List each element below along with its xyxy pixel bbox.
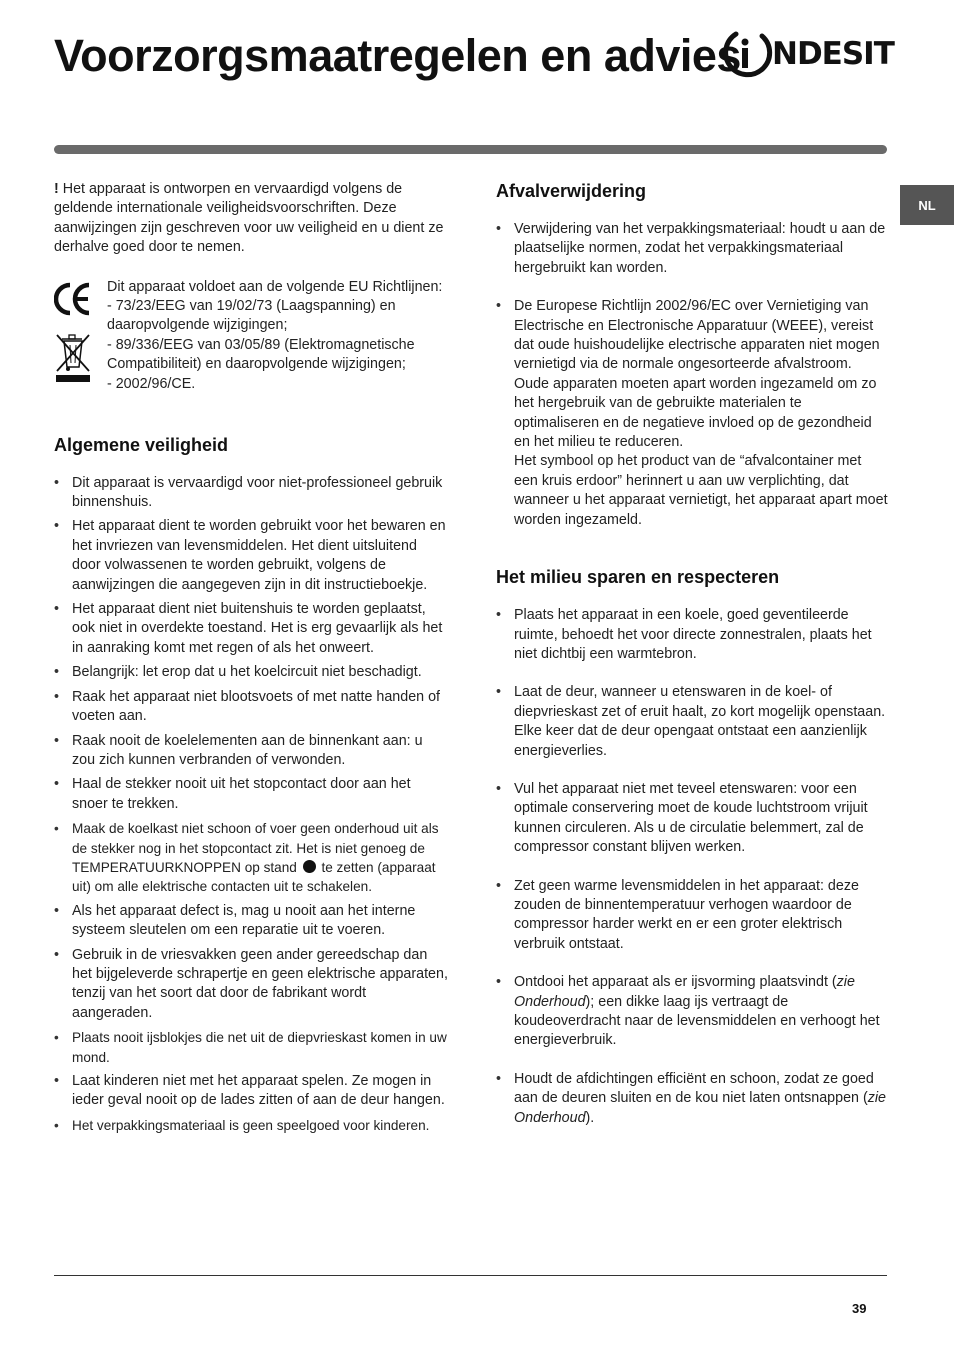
brand-wordmark: NDESIT: [772, 36, 894, 72]
safety-list: [54, 474, 449, 1136]
eu-directive-weee: - 2002/96/CE.: [107, 375, 196, 392]
waste-list: [496, 220, 888, 530]
weee-symbol-paragraph: Het symbool op het product van de “afvalcontainer met een kruis erdoor” herinnert u aan uw verplichting, dat wanneer u het apparaat vernietigt, het apparaat apart moet worden ingezameld.: [514, 453, 888, 528]
seals-text-before: Houdt de afdichtingen efficiënt en schoon, zodat ze goed aan de deuren sluiten en de kou niet laten ontsnappen (: [514, 1070, 874, 1107]
left-column: [54, 180, 449, 1140]
list-item: [496, 683, 888, 761]
list-item: [496, 297, 888, 530]
list-item: • Haal de stekker nooit uit het stopcontact door aan het snoer te trekken.: [54, 775, 449, 814]
list-item: [54, 819, 449, 897]
eu-directives: [54, 278, 449, 398]
list-item: [496, 1070, 888, 1128]
list-item: [496, 973, 888, 1051]
crossed-out-wheelie-bin-icon: [54, 331, 92, 383]
list-item: • Vul het apparaat niet met teveel etenswaren: voor een optimale conservering moet de koude luchtstroom vrijuit kunnen circuleren. Als u de circulatie belemmert, zal de compressor constant blijven werken.: [496, 780, 888, 858]
eu-directive-low-voltage: - 73/23/EEG van 19/02/73 (Laagspanning) en daaropvolgende wijzigingen;: [107, 298, 396, 334]
list-item: • Het apparaat dient te worden gebruikt voor het bewaren en het invriezen van levensmiddelen. Het dient uitsluitend door volwassenen te worden gebruikt, volgens de aanwijzingen die aangegeven zijn in dit instructieboekje.: [54, 517, 449, 595]
eu-icons: [54, 278, 94, 383]
ce-mark-icon: [54, 281, 92, 317]
page-title: Voorzorgsmaatregelen en advies: [54, 30, 741, 81]
list-item: • Raak het apparaat niet blootsvoets of met natte handen of voeten aan.: [54, 688, 449, 727]
header-divider: [54, 145, 887, 154]
list-item: • Als het apparaat defect is, mag u nooit aan het interne systeem sleutelen om een reparatie uit te voeren.: [54, 902, 449, 941]
intro-text: Het apparaat is ontworpen en vervaardigd volgens de geldende internationale veiligheidsvoorschriften. Deze aanwijzingen zijn geschreven voor uw veiligheid en u dient ze derhalve goed door te nemen.: [54, 181, 444, 256]
safety-heading: Algemene veiligheid: [54, 434, 229, 455]
defrost-text-after: ); een dikke laag ijs vertraagt de koudeoverdracht naar de levensmiddelen en verhoogt het energieverbruik.: [514, 993, 880, 1049]
maintenance-reference: zie Onderhoud: [514, 1090, 887, 1126]
list-item: • Het verpakkingsmateriaal is geen speelgoed voor kinderen.: [54, 1116, 449, 1135]
indesit-logo-mark-icon: [722, 30, 774, 82]
list-item: • Verwijdering van het verpakkingsmateriaal: houdt u aan de plaatselijke normen, zodat het verpakkingsmateriaal hergebruikt kan worden.: [496, 220, 888, 278]
environment-list: [496, 606, 888, 1128]
defrost-text-before: Ontdooi het apparaat als er ijsvorming plaatsvindt (: [514, 974, 837, 991]
knob-warning-after: te zetten (apparaat uit) om alle elektrische contacten uit te schakelen.: [72, 859, 436, 895]
list-item: • Belangrijk: let erop dat u het koelcircuit niet beschadigt.: [54, 663, 449, 682]
intro-paragraph: [54, 180, 449, 258]
energy-loss-paragraph: Elke keer dat de deur opengaat ontstaat een aanzienlijk energieverlies.: [514, 723, 867, 759]
indesit-logo: [722, 30, 892, 82]
list-item: • Zet geen warme levensmiddelen in het apparaat: deze zouden de binnentemperatuur verhogen waardoor de compressor harder werkt en er een groter elektrisch verbruik ontstaat.: [496, 877, 888, 955]
list-item: • Dit apparaat is vervaardigd voor niet-professioneel gebruik binnenshuis.: [54, 474, 449, 513]
list-item: • Het apparaat dient niet buitenshuis te worden geplaatst, ook niet in overdekte toestand. Het is erg gevaarlijk als het in aanraking komt met regen of als het onweert.: [54, 600, 449, 658]
warning-mark: !: [54, 181, 59, 197]
off-position-dot-icon: [303, 860, 316, 873]
eu-intro-line: Dit apparaat voldoet aan de volgende EU Richtlijnen:: [107, 278, 443, 295]
right-column: [496, 180, 888, 1147]
list-item: • Plaats het apparaat in een koele, goed geventileerde ruimte, behoedt het voor directe zonnestralen, plaats het niet dichtbij een warmtebron.: [496, 606, 888, 664]
list-item: • Gebruik in de vriesvakken geen ander gereedschap dan het bijgeleverde schrapertje en geen elektrische apparaten, tenzij van het soort dat door de fabrikant wordt aangeraden.: [54, 946, 449, 1024]
knob-warning-before: Maak de koelkast niet schoon of voer geen onderhoud uit als de stekker nog in het stopcontact zit. Het is niet genoeg de TEMPERATUURKNOPPEN op stand: [72, 821, 439, 875]
list-item: • Plaats nooit ijsblokjes die net uit de diepvrieskast komen in uw mond.: [54, 1028, 449, 1067]
door-paragraph: • Laat de deur, wanneer u etenswaren in de koel- of diepvrieskast zet of eruit haalt, zo kort mogelijk openstaan.: [514, 684, 886, 720]
maintenance-reference: zie Onderhoud: [514, 974, 855, 1010]
language-tab: NL: [900, 185, 954, 225]
list-item: • Laat kinderen niet met het apparaat spelen. Ze mogen in ieder geval nooit op de lades zitten of aan de deur hangen.: [54, 1072, 449, 1111]
waste-heading: Afvalverwijdering: [496, 181, 647, 201]
weee-paragraph: • De Europese Richtlijn 2002/96/EC over Vernietiging van Electrische en Electronische Apparatuur (WEEE), vereist dat oude huishoudelijke electrische apparaten niet mogen vernietigd via de normale ongesorteerde afvalstroom. Oude apparaten moeten apart worden ingezameld om zo het hergebruik van de gebruikte materialen te optimaliseren en de negatieve invloed op de gezondheid en het milieu te reduceren.: [514, 298, 880, 451]
footer-divider: [54, 1275, 887, 1276]
environment-heading: Het milieu sparen en respecteren: [496, 567, 780, 588]
seals-text-after: ).: [585, 1109, 595, 1126]
list-item: • Raak nooit de koelelementen aan de binnenkant aan: u zou zich kunnen verbranden of verwonden.: [54, 732, 449, 771]
page-number: 39: [852, 1301, 867, 1316]
eu-directive-emc: - 89/336/EEG van 03/05/89 (Elektromagnetische Compatibiliteit) en daaropvolgende wijzigingen;: [107, 336, 415, 373]
